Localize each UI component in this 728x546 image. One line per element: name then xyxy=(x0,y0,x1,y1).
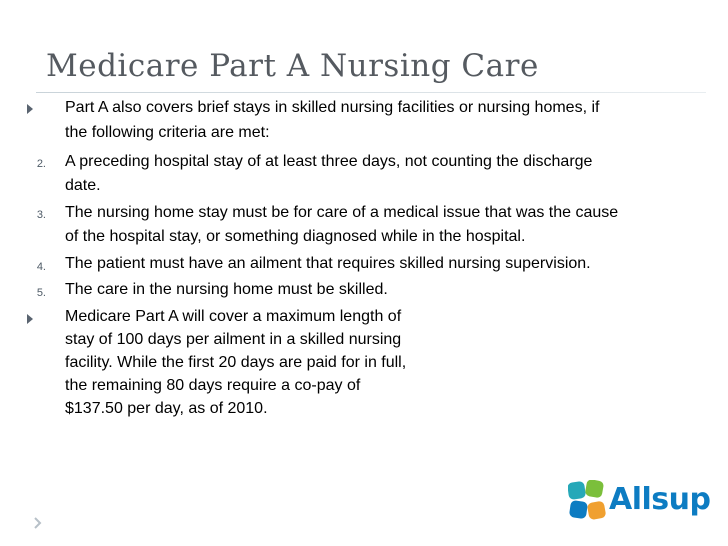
slide-title: Medicare Part A Nursing Care xyxy=(46,48,539,84)
item-text-line: A preceding hospital stay of at least three days, not counting the discharge xyxy=(65,153,593,170)
list-number: 3. xyxy=(36,209,46,221)
item-text-line: date. xyxy=(65,177,101,194)
item-text-line: of the hospital stay, or something diagnosed while in the hospital. xyxy=(65,228,526,245)
logo-text: Allsup xyxy=(609,482,711,517)
list-number: 4. xyxy=(36,261,46,273)
allsup-logo-mark-icon xyxy=(568,480,608,529)
bullet-text-line: facility. While the first 20 days are paid for in full, xyxy=(65,354,407,371)
bullet-text-line: Medicare Part A will cover a maximum length of xyxy=(65,308,402,325)
item-text-line: The care in the nursing home must be skilled. xyxy=(65,281,388,298)
arrow-bullet-icon xyxy=(26,104,46,114)
list-number: 5. xyxy=(36,287,46,299)
bullet-text-line: the following criteria are met: xyxy=(65,124,270,141)
arrow-bullet-icon xyxy=(26,314,46,324)
item-text-line: The nursing home stay must be for care of a medical issue that was the cause xyxy=(65,204,619,221)
item-text-line: The patient must have an ailment that requires skilled nursing supervision. xyxy=(65,255,591,272)
bullet-text-line: $137.50 per day, as of 2010. xyxy=(65,400,268,417)
bullet-text-line: Part A also covers brief stays in skilled nursing facilities or nursing homes, if xyxy=(65,99,600,116)
title-divider xyxy=(36,92,706,93)
list-number: 2. xyxy=(36,158,46,170)
bullet-text-line: stay of 100 days per ailment in a skilled nursing xyxy=(65,331,402,348)
slide-nav-arrow-icon[interactable] xyxy=(34,516,42,534)
bullet-text-line: the remaining 80 days require a co-pay of xyxy=(65,377,361,394)
